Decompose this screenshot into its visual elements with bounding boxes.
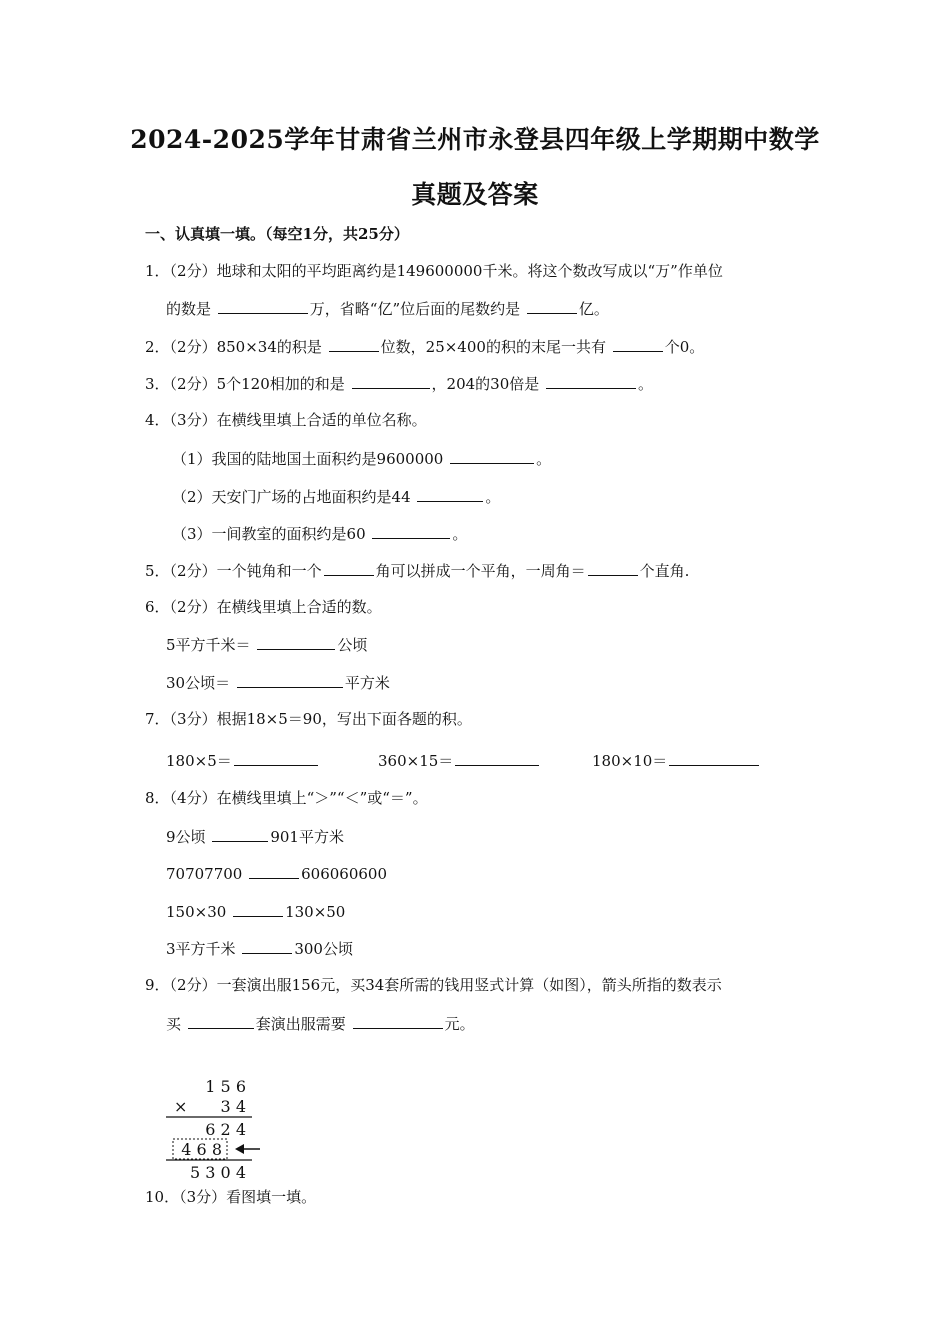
q6-r1-text: 5平方千米＝ xyxy=(166,636,256,654)
q8-r3-left: 150×30 xyxy=(166,903,232,921)
q4-s3-text: （3）一间教室的面积约是60 xyxy=(172,525,371,543)
q9-part3: 元。 xyxy=(444,1015,475,1033)
q2-part2: 位数，25×400的积的末尾一共有 xyxy=(380,338,611,356)
calc-partial-product-2: 4 6 8 xyxy=(181,1140,222,1159)
q5-part1: 5．（2分）一个钝角和一个 xyxy=(145,562,322,580)
q2-part3: 个0。 xyxy=(664,338,705,356)
answer-blank[interactable] xyxy=(324,560,374,576)
q2-part1: 2．（2分）850×34的积是 xyxy=(145,338,327,356)
question-8-text: 8．（4分）在横线里填上“＞”“＜”或“＝”。 xyxy=(145,789,428,807)
question-9-text: 9．（2分）一套演出服156元，买34套所需的钱用竖式计算（如图），箭头所指的数表示 xyxy=(145,976,722,994)
vertical-multiplication-figure xyxy=(160,1075,280,1185)
q4-s1-text: （1）我国的陆地国土面积约是9600000 xyxy=(172,450,449,468)
answer-blank[interactable] xyxy=(234,750,318,766)
answer-blank[interactable] xyxy=(242,938,292,954)
answer-blank[interactable] xyxy=(588,560,638,576)
section-heading: 一、认真填一填。（每空1分，共25分） xyxy=(145,225,409,243)
question-6-row-2 xyxy=(166,672,390,693)
calc-total-product: 5 3 0 4 xyxy=(190,1163,246,1182)
answer-blank[interactable] xyxy=(669,750,759,766)
answer-blank[interactable] xyxy=(237,672,343,688)
question-8-row-4 xyxy=(166,938,353,959)
answer-blank[interactable] xyxy=(613,336,663,352)
q8-r1-right: 901平方米 xyxy=(270,828,344,846)
question-4-sub-2 xyxy=(172,486,500,507)
q8-r4-left: 3平方千米 xyxy=(166,940,241,958)
q8-r3-right: 130×50 xyxy=(285,903,346,921)
q1-part2: 万，省略“亿”位后面的尾数约是 xyxy=(309,300,525,318)
answer-blank[interactable] xyxy=(188,1013,254,1029)
question-7-expr-1 xyxy=(166,750,320,771)
question-7-expr-2 xyxy=(378,750,541,771)
question-2 xyxy=(145,336,704,357)
q5-part3: 个直角. xyxy=(639,562,690,580)
answer-blank[interactable] xyxy=(372,523,450,539)
answer-blank[interactable] xyxy=(527,298,577,314)
q9-part2: 套演出服需要 xyxy=(255,1015,351,1033)
question-7-text: 7．（3分）根据18×5＝90，写出下面各题的积。 xyxy=(145,710,472,728)
question-9-continuation xyxy=(166,1013,475,1034)
answer-blank[interactable] xyxy=(329,336,379,352)
question-1-text: 1．（2分）地球和太阳的平均距离约是149600000千米。将这个数改写成以“万”作单位 xyxy=(145,262,723,280)
question-1-continuation xyxy=(166,298,609,319)
question-6-row-1 xyxy=(166,634,367,655)
question-4-sub-3 xyxy=(172,523,467,544)
answer-blank[interactable] xyxy=(450,448,534,464)
answer-blank[interactable] xyxy=(212,826,268,842)
question-10-text: 10．（3分）看图填一填。 xyxy=(145,1188,317,1206)
document-title-line-2: 真题及答案 xyxy=(411,180,539,209)
calc-multiplier: 3 4 xyxy=(220,1097,246,1116)
question-8-row-1 xyxy=(166,826,344,847)
question-7-expr-3 xyxy=(592,750,761,771)
q9-part1: 买 xyxy=(166,1015,186,1033)
answer-blank[interactable] xyxy=(546,373,636,389)
q6-r2-text: 30公顷＝ xyxy=(166,674,235,692)
q5-part2: 角可以拼成一个平角，一周角＝ xyxy=(375,562,586,580)
question-8-row-3 xyxy=(166,901,345,922)
q4-s2-text: （2）天安门广场的占地面积约是44 xyxy=(172,488,416,506)
q8-r4-right: 300公顷 xyxy=(294,940,353,958)
answer-blank[interactable] xyxy=(353,1013,443,1029)
q3-part2: ，204的30倍是 xyxy=(431,375,545,393)
question-4-text: 4．（3分）在横线里填上合适的单位名称。 xyxy=(145,411,427,429)
question-5 xyxy=(145,560,689,581)
document-title-line-1: 2024-2025学年甘肃省兰州市永登县四年级上学期期中数学 xyxy=(130,125,820,154)
answer-blank[interactable] xyxy=(249,863,299,879)
q8-r2-left: 70707700 xyxy=(166,865,248,883)
q8-r2-right: 606060600 xyxy=(301,865,388,883)
calc-multiplicand: 1 5 6 xyxy=(205,1077,246,1096)
question-8-row-2 xyxy=(166,863,387,884)
answer-blank[interactable] xyxy=(218,298,308,314)
q7-e3: 180×10＝ xyxy=(592,752,668,770)
q3-part1: 3．（2分）5个120相加的和是 xyxy=(145,375,350,393)
calc-partial-product-1: 6 2 4 xyxy=(205,1120,246,1139)
q6-r1-unit: 公顷 xyxy=(337,636,368,654)
q1-part1: 的数是 xyxy=(166,300,216,318)
answer-blank[interactable] xyxy=(257,634,335,650)
answer-blank[interactable] xyxy=(233,901,283,917)
answer-blank[interactable] xyxy=(352,373,430,389)
question-6-text: 6．（2分）在横线里填上合适的数。 xyxy=(145,598,382,616)
q6-r2-unit: 平方米 xyxy=(344,674,390,692)
q4-s2-end: 。 xyxy=(485,488,501,506)
arrow-head-icon xyxy=(235,1144,244,1154)
calc-times-sign: × xyxy=(174,1097,188,1116)
question-3 xyxy=(145,373,653,394)
answer-blank[interactable] xyxy=(455,750,539,766)
q7-e2: 360×15＝ xyxy=(378,752,454,770)
q1-part3: 亿。 xyxy=(578,300,609,318)
q7-e1: 180×5＝ xyxy=(166,752,232,770)
q8-r1-left: 9公顷 xyxy=(166,828,211,846)
q4-s1-end: 。 xyxy=(536,450,552,468)
answer-blank[interactable] xyxy=(417,486,483,502)
question-4-sub-1 xyxy=(172,448,551,469)
q3-part3: 。 xyxy=(638,375,654,393)
q4-s3-end: 。 xyxy=(452,525,468,543)
